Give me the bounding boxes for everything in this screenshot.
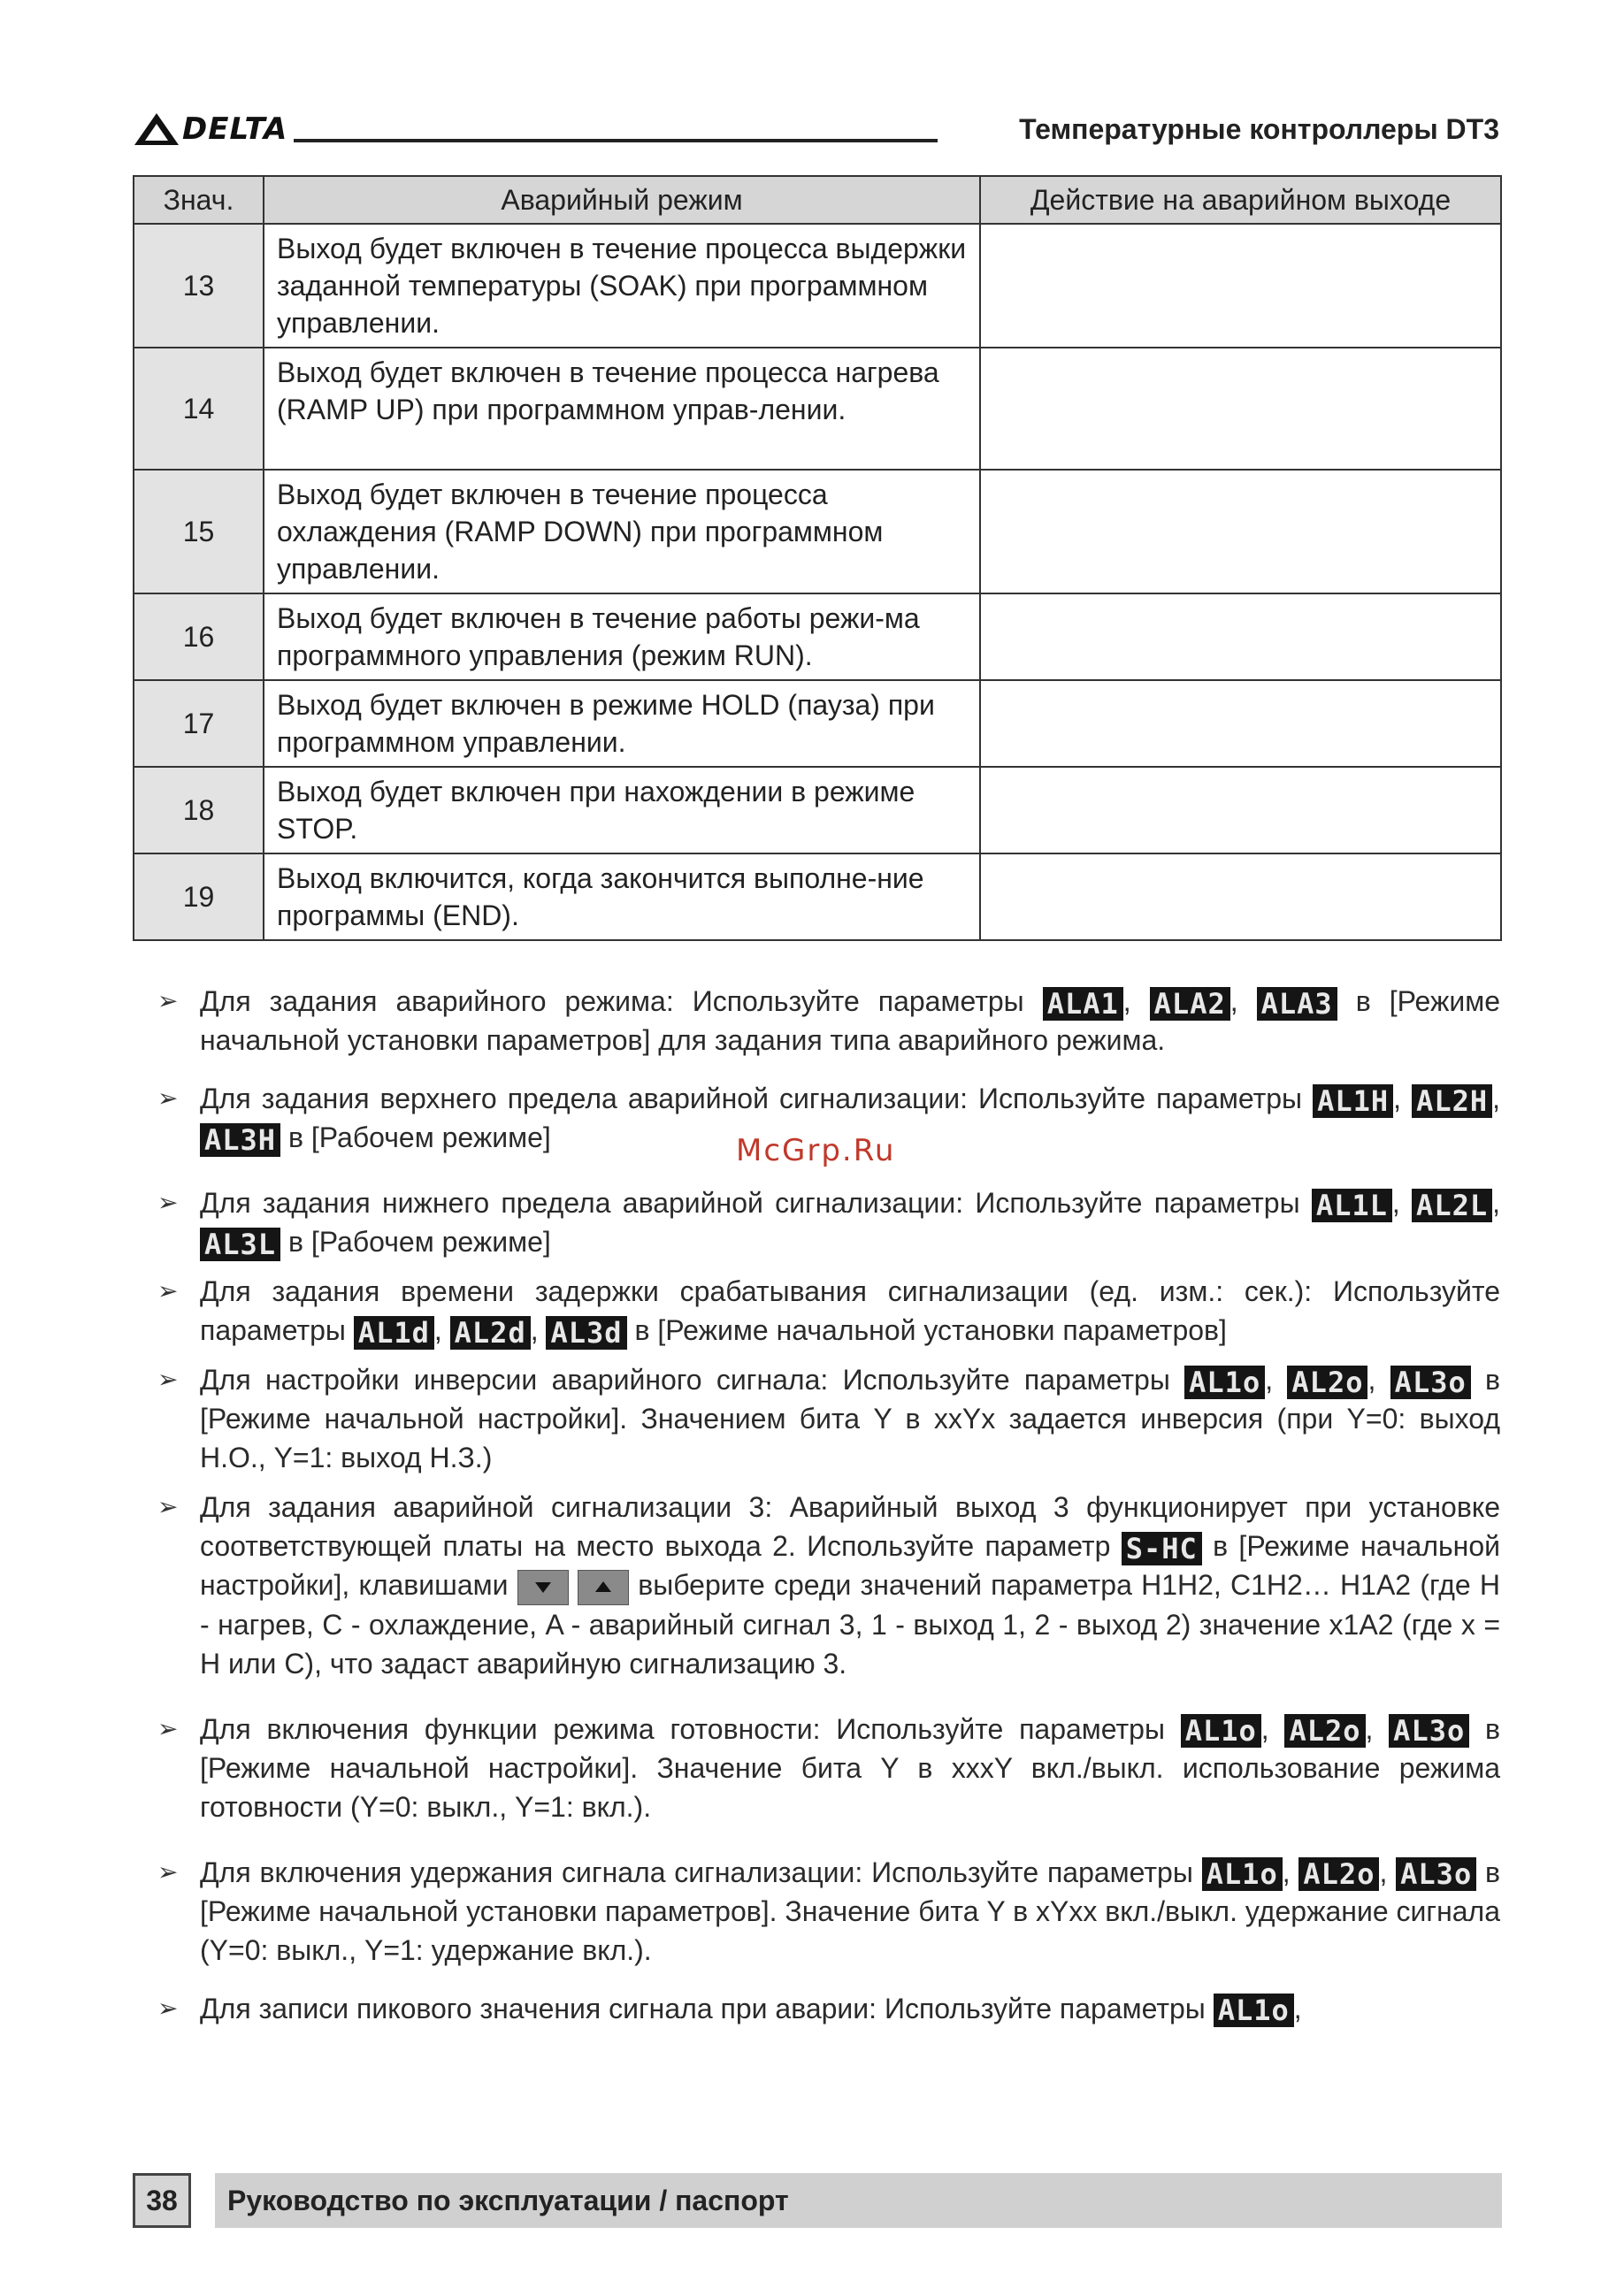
row-value: 18 bbox=[134, 767, 264, 853]
note-upper-limit: ➢ Для задания верхнего предела аварийной сигнализации: Используйте параметры AL1H , AL2H , AL3H в [Рабочем режиме] bbox=[157, 1079, 1500, 1157]
note-text: выберите среди значений параметра H1H2, C1H2… H1A2 (где H - нагрев, C - охлаждение, A - аварийный сигнал 3, 1 - выход 1, 2 - выход 2) значение x1A2 (где x = H или C), что задаст аварийную сигнализацию 3. bbox=[200, 1569, 1501, 1680]
note-text: в [Режиме начальной настройки], клавишами bbox=[200, 1530, 1501, 1601]
note-text: Для настройки инверсии аварийного сигнала: Используйте параметры bbox=[200, 1364, 1185, 1396]
table-row bbox=[134, 767, 1501, 853]
note-text: в [Режиме начальной настройки]. Значение бита Y в xxxY вкл./выкл. использование режима готовности (Y=0: выкл., Y=1: вкл.). bbox=[200, 1712, 1500, 1823]
param-display: AL1o bbox=[1214, 1994, 1294, 2027]
row-value: 16 bbox=[134, 593, 264, 680]
alarm-mode-table bbox=[133, 175, 1502, 941]
note-text: Для задания верхнего предела аварийной сигнализации: Используйте параметры bbox=[200, 1083, 1314, 1114]
param-display: AL2o bbox=[1298, 1857, 1379, 1891]
logo-text: DELTA bbox=[182, 111, 288, 147]
note-text: в [Режиме начальной установки параметров]. Значение бита Y в xYxx вкл./выкл. удержание сигнала (Y=0: выкл., Y=1: удержание вкл.). bbox=[200, 1856, 1500, 1966]
bullet-arrow-icon: ➢ bbox=[157, 1857, 179, 1886]
bullet-arrow-icon: ➢ bbox=[157, 987, 179, 1014]
param-display: ALA1 bbox=[1043, 987, 1123, 1021]
param-display: AL1o bbox=[1184, 1366, 1265, 1399]
column-header-value: Знач. bbox=[134, 176, 264, 224]
param-display: AL2d bbox=[450, 1316, 531, 1350]
table-header-row bbox=[134, 176, 1501, 224]
row-value: 14 bbox=[134, 348, 264, 470]
column-header-mode: Аварийный режим bbox=[264, 176, 980, 224]
row-action bbox=[980, 224, 1501, 348]
bullet-arrow-icon: ➢ bbox=[157, 1277, 179, 1305]
row-value: 15 bbox=[134, 470, 264, 593]
down-arrow-key-icon bbox=[517, 1570, 569, 1605]
row-mode: Выход будет включен в течение работы режи-ма программного управления (режим RUN). bbox=[264, 593, 980, 680]
row-value: 19 bbox=[134, 853, 264, 940]
note-text: Для задания времени задержки срабатывания сигнализации (ед. изм.: сек.): Используйте параметры bbox=[200, 1275, 1500, 1346]
table-row bbox=[134, 853, 1501, 940]
note-text: в [Режиме начальной настройки]. Значением бита Y в xxYx задается инверсия (при Y=0: выход Н.О., Y=1: выход Н.З.) bbox=[200, 1364, 1501, 1473]
note-text: в [Рабочем режиме] bbox=[280, 1226, 551, 1258]
header-rule bbox=[294, 139, 938, 142]
param-display: ALA3 bbox=[1257, 987, 1337, 1021]
row-action bbox=[980, 470, 1501, 593]
param-display: AL3d bbox=[546, 1316, 626, 1350]
page-number: 38 bbox=[133, 2173, 191, 2228]
bullet-arrow-icon: ➢ bbox=[157, 1493, 179, 1520]
note-lower-limit: ➢ Для задания нижнего предела аварийной сигнализации: Используйте параметры AL1L , AL2L , AL3L в [Рабочем режиме] bbox=[157, 1183, 1500, 1261]
row-action bbox=[980, 348, 1501, 470]
table-row bbox=[134, 224, 1501, 348]
param-display: AL1o bbox=[1181, 1714, 1261, 1748]
up-arrow-key-icon bbox=[578, 1570, 629, 1605]
param-display: AL2o bbox=[1287, 1366, 1367, 1399]
delta-triangle-icon bbox=[133, 111, 180, 147]
param-display: AL3o bbox=[1389, 1714, 1469, 1748]
table-row bbox=[134, 470, 1501, 593]
note-delay-time: ➢ Для задания времени задержки срабатывания сигнализации (ед. изм.: сек.): Используйте параметры AL1d , AL2d , AL3d в [Режиме начальной установки параметров] bbox=[157, 1272, 1500, 1350]
param-display: AL3L bbox=[200, 1228, 280, 1261]
note-text: Для записи пикового значения сигнала при аварии: Используйте параметры bbox=[200, 1992, 1214, 2024]
row-mode: Выход будет включен в течение процесса выдержки заданной температуры (SOAK) при программном управлении. bbox=[264, 224, 980, 348]
row-mode: Выход будет включен в течение процесса охлаждения (RAMP DOWN) при программном управлении. bbox=[264, 470, 980, 593]
page-title: Температурные контроллеры DT3 bbox=[1019, 113, 1499, 145]
param-display: AL2H bbox=[1412, 1084, 1492, 1118]
note-text: Для включения функции режима готовности: Используйте параметры bbox=[200, 1712, 1181, 1745]
bullet-arrow-icon: ➢ bbox=[157, 1714, 179, 1742]
watermark: McGrp.Ru bbox=[736, 1133, 896, 1168]
param-display: AL1d bbox=[354, 1316, 434, 1350]
row-mode: Выход будет включен при нахождении в режиме STOP. bbox=[264, 767, 980, 853]
note-text: Для задания аварийной сигнализации 3: Аварийный выход 3 функционирует при установке соответствующей платы на место выхода 2. Используйте параметр bbox=[200, 1491, 1500, 1562]
note-alarm-3 bbox=[157, 1488, 1500, 1683]
note-text: в [Рабочем режиме] bbox=[280, 1121, 551, 1153]
column-header-action: Действие на аварийном выходе bbox=[980, 176, 1501, 224]
param-display: AL2o bbox=[1284, 1714, 1365, 1748]
param-display: AL2L bbox=[1412, 1189, 1492, 1222]
row-action bbox=[980, 593, 1501, 680]
footer-title: Руководство по эксплуатации / паспорт bbox=[215, 2173, 1502, 2228]
param-display: AL3H bbox=[200, 1123, 280, 1157]
note-alarm-mode: ➢ Для задания аварийного режима: Используйте параметры ALA1 , ALA2 , ALA3 в [Режиме начальной установки параметров] для задания типа аварийного режима. bbox=[157, 982, 1500, 1060]
note-inversion: ➢ Для настройки инверсии аварийного сигнала: Используйте параметры AL1o , AL2o , AL3o в [Режиме начальной настройки]. Значением бита Y в xxYx задается инверсия (при Y=0: выход Н.О., Y=1: выход Н.З.) bbox=[157, 1360, 1500, 1477]
bullet-arrow-icon: ➢ bbox=[157, 1084, 179, 1112]
param-display: AL1L bbox=[1312, 1189, 1392, 1222]
table-row bbox=[134, 593, 1501, 680]
table-row bbox=[134, 680, 1501, 767]
row-value: 17 bbox=[134, 680, 264, 767]
row-mode: Выход будет включен в режиме HOLD (пауза) при программном управлении. bbox=[264, 680, 980, 767]
row-mode: Выход будет включен в течение процесса нагрева (RAMP UP) при программном управ-лении. bbox=[264, 348, 980, 470]
note-text: Для включения удержания сигнала сигнализации: Используйте параметры bbox=[200, 1856, 1202, 1888]
param-display: AL1H bbox=[1313, 1084, 1393, 1118]
bullet-arrow-icon: ➢ bbox=[157, 1366, 179, 1393]
param-display: S-HC bbox=[1122, 1532, 1202, 1565]
note-text: Для задания нижнего предела аварийной сигнализации: Используйте параметры bbox=[200, 1187, 1312, 1219]
note-text: Для задания аварийного режима: Используйте параметры bbox=[200, 985, 1043, 1017]
param-display: AL1o bbox=[1202, 1857, 1283, 1891]
bullet-arrow-icon: ➢ bbox=[157, 1994, 179, 2022]
note-peak-value: ➢ Для записи пикового значения сигнала при аварии: Используйте параметры AL1o , bbox=[157, 1989, 1500, 2028]
delta-logo bbox=[133, 111, 287, 147]
note-signal-hold: ➢ Для включения удержания сигнала сигнализации: Используйте параметры AL1o , AL2o , AL3o в [Режиме начальной установки параметров]. Значение бита Y в xYxx вкл./выкл. удержание сигнала (Y=0: выкл., Y=1: удержание вкл.). bbox=[157, 1853, 1500, 1970]
note-text: в [Режиме начальной установки параметров] для задания типа аварийного режима. bbox=[200, 985, 1501, 1056]
param-display: AL3o bbox=[1396, 1857, 1476, 1891]
row-action bbox=[980, 680, 1501, 767]
param-display: AL3o bbox=[1390, 1366, 1471, 1399]
page-header bbox=[133, 104, 1499, 157]
note-standby-mode: ➢ Для включения функции режима готовности: Используйте параметры AL1o , AL2o , AL3o в [Режиме начальной настройки]. Значение бита Y в xxxY вкл./выкл. использование режима готовности (Y=0: выкл., Y=1: вкл.). bbox=[157, 1710, 1500, 1826]
row-action bbox=[980, 853, 1501, 940]
bullet-arrow-icon: ➢ bbox=[157, 1189, 179, 1216]
table-row bbox=[134, 348, 1501, 470]
note-text: в [Режиме начальной установки параметров] bbox=[626, 1314, 1227, 1346]
row-mode: Выход включится, когда закончится выполне-ние программы (END). bbox=[264, 853, 980, 940]
param-display: ALA2 bbox=[1150, 987, 1230, 1021]
row-value: 13 bbox=[134, 224, 264, 348]
row-action bbox=[980, 767, 1501, 853]
